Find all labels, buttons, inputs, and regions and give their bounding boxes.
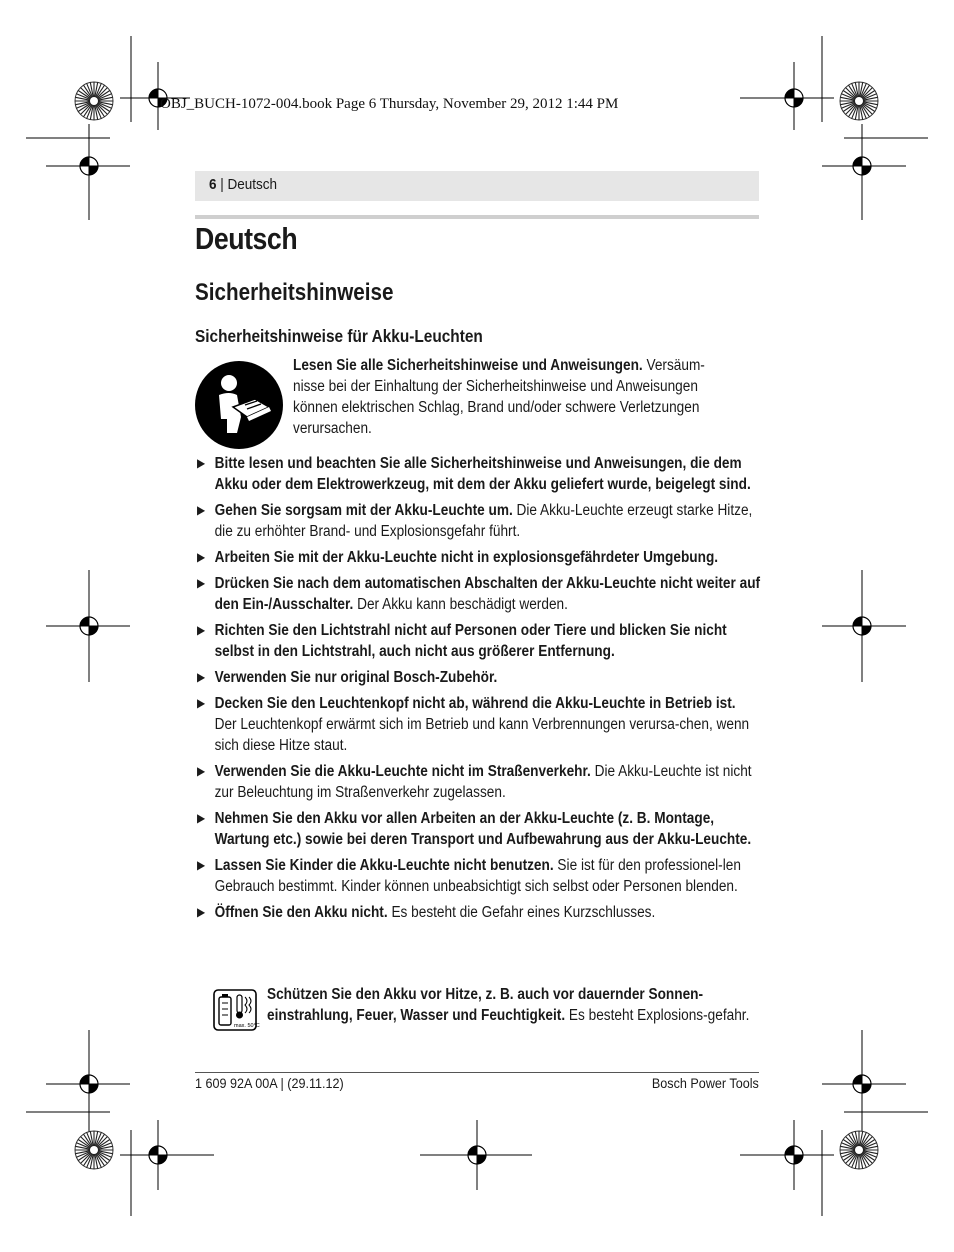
item-bold: Richten Sie den Lichtstrahl nicht auf Personen oder Tiere und blicken Sie nicht selbst in den Lichtstrahl, auch nicht aus größerer Entfernung.: [214, 622, 727, 660]
bullet-arrow-icon: ▶: [197, 905, 206, 919]
item-bold: Verwenden Sie die Akku-Leuchte nicht im Straßenverkehr.: [214, 763, 591, 780]
heat-warning-text: [267, 984, 760, 1026]
list-item: [197, 547, 760, 568]
battery-heat-icon: [213, 989, 260, 1031]
bullet-arrow-icon: ▶: [197, 550, 206, 564]
item-bold: Bitte lesen und beachten Sie alle Sicherheitshinweise und Anweisungen, die dem Akku oder dem Elektrowerkzeug, mit dem der Akku geliefert wurde, beigelegt sind.: [214, 455, 751, 493]
section-heading: Sicherheitshinweise: [195, 279, 394, 306]
page-title: Deutsch: [195, 221, 298, 256]
list-item: [197, 453, 760, 495]
heat-warning-body: Es besteht Explosions-gefahr.: [565, 1007, 750, 1024]
item-bold: Gehen Sie sorgsam mit der Akku-Leuchte um.: [214, 502, 513, 519]
safety-list: [197, 453, 760, 928]
subsection-heading: Sicherheitshinweise für Akku-Leuchten: [195, 326, 483, 346]
bullet-arrow-icon: ▶: [197, 811, 206, 825]
header-rule: [195, 215, 759, 219]
item-bold: Öffnen Sie den Akku nicht.: [214, 904, 388, 921]
read-manual-icon: [195, 361, 283, 449]
list-item: [197, 693, 760, 756]
item-bold: Lassen Sie Kinder die Akku-Leuchte nicht benutzen.: [214, 857, 554, 874]
item-bold: Decken Sie den Leuchtenkopf nicht ab, während die Akku-Leuchte in Betrieb ist.: [214, 695, 736, 712]
bullet-arrow-icon: ▶: [197, 503, 206, 517]
item-text: Der Leuchtenkopf erwärmt sich im Betrieb und kann Verbrennungen verursa-chen, wenn sich diese Hitze staut.: [214, 716, 750, 754]
item-bold: Nehmen Sie den Akku vor allen Arbeiten an der Akku-Leuchte (z. B. Montage, Wartung etc.) sowie bei deren Transport und Aufbewahrung aus der Akku-Leuchte.: [214, 810, 752, 848]
item-bold: Arbeiten Sie mit der Akku-Leuchte nicht in explosionsgefährdeter Umgebung.: [214, 549, 719, 566]
page-number: 6: [209, 176, 217, 193]
intro-text: [293, 355, 715, 439]
bullet-arrow-icon: ▶: [197, 456, 206, 470]
item-text: Es besteht die Gefahr eines Kurzschlusses.: [387, 904, 656, 921]
item-bold: Verwenden Sie nur original Bosch-Zubehör.: [214, 669, 498, 686]
header-section: Deutsch: [227, 176, 278, 193]
list-item: [197, 855, 760, 897]
bullet-arrow-icon: ▶: [197, 696, 206, 710]
intro-bold: Lesen Sie alle Sicherheitshinweise und Anweisungen.: [293, 357, 643, 374]
footer-doc-number: 1 609 92A 00A | (29.11.12): [195, 1075, 344, 1091]
list-item: [197, 573, 760, 615]
footer-rule: [195, 1072, 759, 1073]
footer-brand: Bosch Power Tools: [652, 1075, 759, 1091]
page-header: [195, 171, 759, 201]
list-item: [197, 808, 760, 850]
bullet-arrow-icon: ▶: [197, 670, 206, 684]
bullet-arrow-icon: ▶: [197, 764, 206, 778]
item-bold: Drücken Sie nach dem automatischen Abschalten der Akku-Leuchte nicht weiter auf den Ein-/Ausschalter.: [214, 575, 761, 613]
intro-body: Versäum-nisse bei der Einhaltung der Sicherheitshinweise und Anweisungen können elektrischen Schlag, Brand und/oder schwere Verletzungen verursachen.: [293, 357, 705, 437]
list-item: [197, 761, 760, 803]
bullet-arrow-icon: ▶: [197, 858, 206, 872]
heat-icon-label: max. 50°C: [234, 1023, 260, 1029]
header-separator: |: [216, 176, 228, 193]
item-text: Der Akku kann beschädigt werden.: [353, 596, 568, 613]
list-item: [197, 667, 760, 688]
list-item: [197, 620, 760, 662]
bullet-arrow-icon: ▶: [197, 623, 206, 637]
bullet-arrow-icon: ▶: [197, 576, 206, 590]
list-item: [197, 902, 760, 923]
print-slug: OBJ_BUCH-1072-004.book Page 6 Thursday, November 29, 2012 1:44 PM: [160, 96, 619, 112]
list-item: [197, 500, 760, 542]
item-text: Sie ist für den professionel-len Gebrauch bestimmt. Kinder können unbeabsichtigt sich selbst oder Personen blenden.: [214, 857, 741, 895]
header-text: [209, 176, 277, 193]
item-text: Die Akku-Leuchte erzeugt starke Hitze, die zu erhöhter Brand- und Explosionsgefahr führt.: [214, 502, 753, 540]
item-text: Die Akku-Leuchte ist nicht zur Beleuchtung im Straßenverkehr zugelassen.: [214, 763, 752, 801]
heat-warning-bold: Schützen Sie den Akku vor Hitze, z. B. auch vor dauernder Sonnen-einstrahlung, Feuer, Wasser und Feuchtigkeit.: [267, 986, 704, 1024]
